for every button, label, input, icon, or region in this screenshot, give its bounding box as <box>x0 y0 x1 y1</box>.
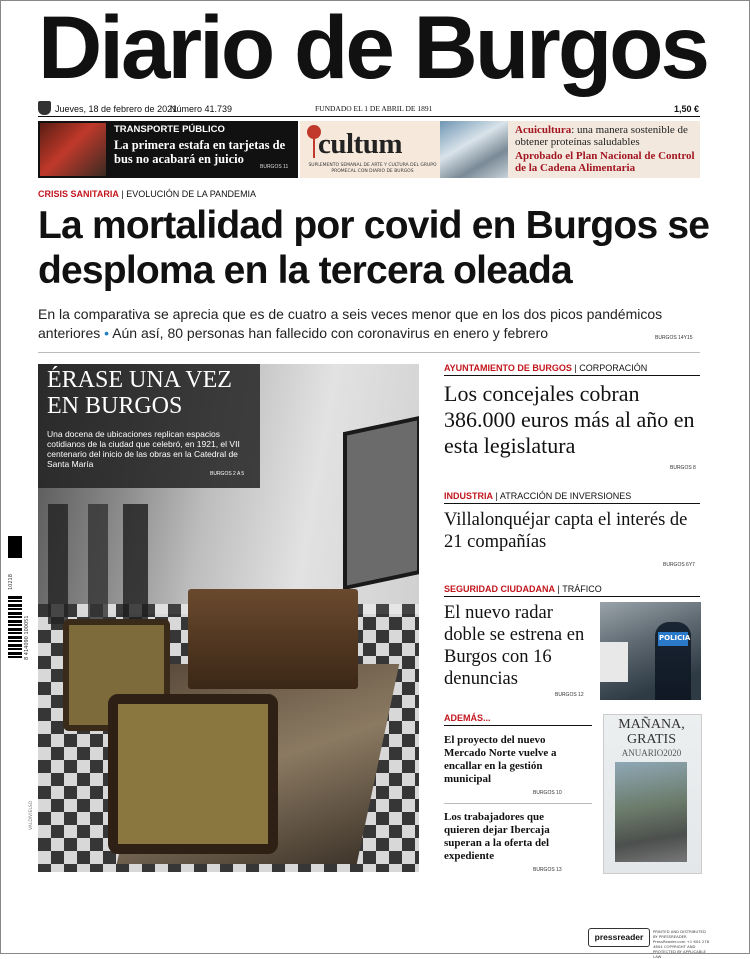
ademas-label: ADEMÁS... <box>444 713 491 723</box>
story2-kicker-section: INDUSTRIA <box>444 491 493 501</box>
promo-transport-kicker: TRANSPORTE PÚBLICO <box>114 124 225 135</box>
story1-rule <box>444 375 700 376</box>
promo-transport-ref: BURGOS 11 <box>260 164 289 170</box>
photo-visitors <box>48 504 148 624</box>
story3-kicker-section: SEGURIDAD CIUDADANA <box>444 584 556 594</box>
photo-chair-front <box>108 694 278 854</box>
lead-sub-part2: Aún así, 80 personas han fallecido con coronavirus en enero y febrero <box>112 325 549 341</box>
story2-kicker <box>444 491 631 502</box>
barcode-block-top <box>8 536 22 558</box>
police-car <box>600 642 628 682</box>
lead-kicker-topic: | EVOLUCIÓN DE LA PANDEMIA <box>121 189 257 199</box>
cultum-subtitle: SUPLEMENTO SEMANAL DE ARTE Y CULTURA DEL GRUPO PROMECAL CON DIARIO DE BURGOS <box>308 163 437 174</box>
photo-caption: Una docena de ubicaciones replican espacios cotidianos de la ciudad que celebró, en 1921, el VII centenario del inicio de las obras en la Catedral de Santa María <box>47 429 240 469</box>
story1-kicker-topic: | CORPORACIÓN <box>574 363 648 373</box>
lead-ref: BURGOS 14Y15 <box>655 335 693 341</box>
lead-bullet: • <box>104 325 110 341</box>
lead-sub-part1: En la comparativa se aprecia que es de cuatro a seis veces menor que en los dos picos pandémicos anteriores <box>38 306 663 341</box>
masthead-title[interactable]: Diario de Burgos <box>38 0 708 97</box>
photo-credit: VALDIVIELSO <box>29 800 34 830</box>
lead-rule <box>38 352 700 353</box>
story1-headline[interactable]: Los concejales cobran 386.000 euros más al año en esta legislatura <box>444 381 695 458</box>
lead-kicker <box>38 189 256 200</box>
anuario-ad-title: MAÑANA, GRATIS <box>618 717 685 747</box>
story3-rule <box>444 596 700 597</box>
story2-ref: BURGOS 6Y7 <box>663 562 695 568</box>
city-shield-icon <box>38 101 51 115</box>
promo-control-plan[interactable]: Aprobado el Plan Nacional de Control de la Cadena Alimentaria <box>515 150 695 174</box>
anuario-ad-subtitle: ANUARIO2020 <box>621 748 682 758</box>
fish-image <box>440 121 508 178</box>
lead-headline[interactable]: La mortalidad por covid en Burgos se desploma en la tercera oleada <box>38 204 710 292</box>
pressreader-logo[interactable]: pressreader <box>588 928 650 947</box>
story3-kicker-topic: | TRÁFICO <box>557 584 602 594</box>
story3-headline[interactable]: El nuevo radar doble se estrena en Burgos con 16 denuncias <box>444 603 585 689</box>
police-vest-text: POLICIA <box>659 634 691 642</box>
founded-note: FUNDADO EL 1 DE ABRIL DE 1891 <box>315 104 433 113</box>
story2-rule <box>444 503 700 504</box>
story2-kicker-topic: | ATRACCIÓN DE INVERSIONES <box>495 491 632 501</box>
dateline-rule <box>38 116 700 117</box>
story3-kicker <box>444 584 602 595</box>
lead-kicker-section: CRISIS SANITARIA <box>38 189 119 199</box>
ademas-divider <box>444 803 592 804</box>
issue-date: Jueves, 18 de febrero de 2021 <box>55 104 178 114</box>
story1-kicker <box>444 363 647 374</box>
price: 1,50 € <box>674 104 700 114</box>
ademas-rule <box>444 725 592 726</box>
story1-ref: BURGOS 8 <box>670 465 696 471</box>
promo-transport-image <box>40 123 106 176</box>
barcode-code: 10218 <box>8 574 14 590</box>
promo-acuicultura-text[interactable] <box>515 124 700 148</box>
story3-ref: BURGOS 12 <box>555 692 584 698</box>
ademas-item2-headline[interactable]: Los trabajadores que quieren dejar Ibercaja superan a la oferta del expediente <box>444 811 550 862</box>
story2-headline[interactable]: Villalonquéjar capta el interés de 21 compañías <box>444 510 688 552</box>
print-note: PRINTED AND DISTRIBUTED BY PRESSREADER PressReader.com +1 604 278 4604 COPYRIGHT AND PROTECTED BY APPLICABLE LAW <box>653 929 710 959</box>
issue-number: Número 41.739 <box>170 104 233 114</box>
story1-kicker-section: AYUNTAMIENTO DE BURGOS <box>444 363 572 373</box>
cultum-logo: cultum <box>318 128 402 160</box>
anuario-cover-image <box>615 762 687 862</box>
photo-title[interactable]: ÉRASE UNA VEZ EN BURGOS <box>47 367 232 419</box>
ademas-item1-ref: BURGOS 10 <box>533 790 562 796</box>
promo-acuicultura-lead: Acuicultura <box>515 124 572 136</box>
photo-desk <box>188 589 358 689</box>
promo-acuicultura-rest: : una manera sostenible de obtener proteínas saludables <box>515 124 688 148</box>
ademas-item1-headline[interactable]: El proyecto del nuevo Mercado Norte vuelve a encallar en la gestión municipal <box>444 734 557 785</box>
photo-ref: BURGOS 2 A 5 <box>210 471 245 477</box>
barcode-icon <box>8 596 22 658</box>
promo-transport-headline[interactable]: La primera estafa en tarjetas de bus no acabará en juicio <box>114 138 286 166</box>
ademas-item2-ref: BURGOS 13 <box>533 867 562 873</box>
lead-subheadline <box>38 305 710 343</box>
ademas-kicker <box>444 713 491 724</box>
barcode-digits: 8 414090 100051 <box>24 615 30 660</box>
police-photo[interactable] <box>600 602 701 700</box>
photo-painting <box>343 416 419 591</box>
